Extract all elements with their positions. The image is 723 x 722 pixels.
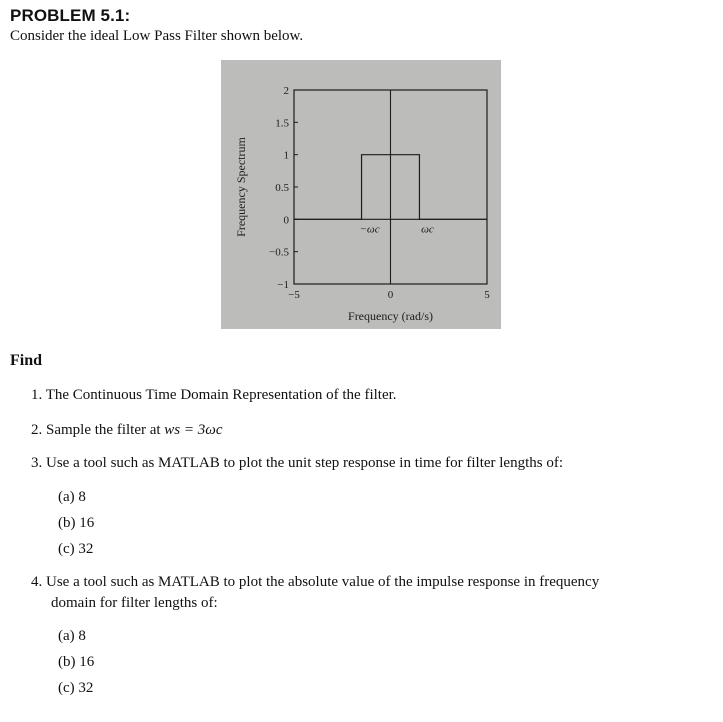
plot-labels <box>234 137 434 323</box>
plot-ticks <box>269 85 490 301</box>
find-item-3-subitem-c-label: (c) <box>58 541 75 557</box>
find-item-3-number: 3. <box>31 455 43 471</box>
find-item-3-subitem-b <box>58 515 94 532</box>
problem-intro: Consider the ideal Low Pass Filter shown below. <box>10 28 304 44</box>
find-item-4-subitem-b-label: (b) <box>58 654 76 670</box>
x-tick-label: 5 <box>484 289 490 301</box>
find-item-4-line2: domain for filter lengths of: <box>51 595 218 611</box>
y-tick-label: 0.5 <box>275 182 289 194</box>
y-tick-label: −1 <box>277 279 289 291</box>
find-item-4-subitem-a-label: (a) <box>58 628 75 644</box>
x-tick-label: −5 <box>288 289 300 301</box>
find-item-3-text: Use a tool such as MATLAB to plot the unit step response in time for filter lengths of: <box>46 455 564 471</box>
x-axis-label: Frequency (rad/s) <box>348 309 433 323</box>
find-item-1-number: 1. <box>31 387 43 403</box>
y-tick-label: 1 <box>283 149 289 162</box>
filter-spectrum-photo <box>221 60 501 329</box>
find-item-4-subitem-c-label: (c) <box>58 680 75 696</box>
find-item-3-subitem-b-label: (b) <box>58 515 76 531</box>
find-item-2-math: ws = 3ωc <box>164 422 223 438</box>
find-item-4-subitem-b <box>58 654 94 671</box>
problem-title: PROBLEM 5.1: <box>10 6 131 25</box>
y-tick-label: 2 <box>283 85 289 97</box>
find-item-1 <box>31 385 397 405</box>
find-item-4-subitem-a-value: 8 <box>78 628 86 644</box>
find-item-3-subitem-c <box>58 541 93 558</box>
find-item-3-subitem-a-label: (a) <box>58 489 75 505</box>
annotation-omega-c: ωc <box>421 223 434 236</box>
filter-spectrum-chart <box>221 60 501 329</box>
find-item-4-subitem-a <box>58 628 86 645</box>
find-item-4-subitem-c <box>58 680 93 697</box>
plot-frame <box>294 90 487 284</box>
x-tick-label: 0 <box>387 289 394 301</box>
y-tick-label: 0 <box>283 214 289 227</box>
find-item-1-text: The Continuous Time Domain Representation of the filter. <box>45 387 397 403</box>
find-item-3 <box>31 453 563 473</box>
annotation-neg-omega-c: −ωc <box>359 223 380 236</box>
y-tick-label: −0.5 <box>269 246 289 259</box>
y-tick-label: 1.5 <box>275 117 289 130</box>
find-item-3-subitem-b-value: 16 <box>79 515 95 531</box>
find-item-2-text: Sample the filter at <box>46 422 165 438</box>
find-item-3-subitem-a <box>58 489 86 506</box>
find-item-4-subitem-b-value: 16 <box>79 654 95 670</box>
y-axis-label: Frequency Spectrum <box>234 137 248 237</box>
find-item-3-subitem-a-value: 8 <box>78 489 86 505</box>
find-item-4-subitem-c-value: 32 <box>78 680 94 696</box>
find-item-2-number: 2. <box>31 422 43 438</box>
find-item-4-number: 4. <box>31 574 43 590</box>
find-heading: Find <box>10 352 43 369</box>
find-item-4 <box>31 572 599 592</box>
find-item-2 <box>31 420 223 440</box>
find-item-3-subitem-c-value: 32 <box>78 541 94 557</box>
find-item-4-text-line1: Use a tool such as MATLAB to plot the absolute value of the impulse response in frequency <box>46 574 600 590</box>
